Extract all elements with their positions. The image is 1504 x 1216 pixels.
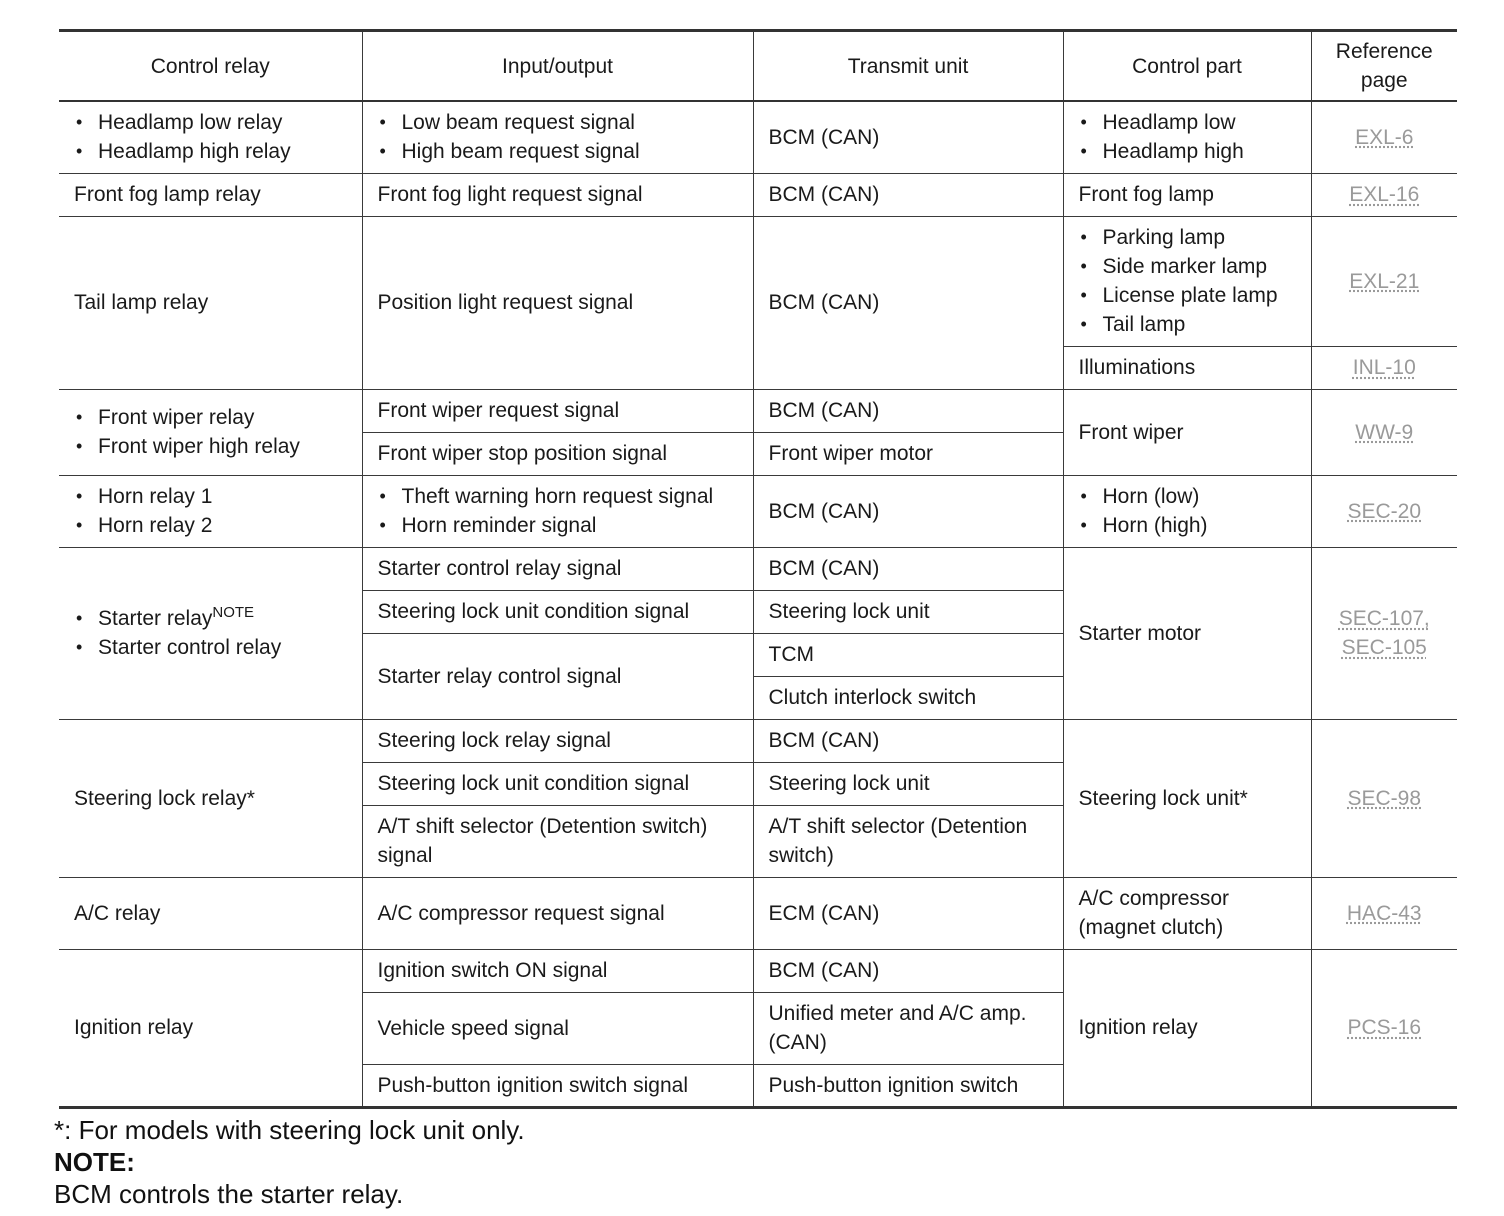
cell-reference-page xyxy=(1311,949,1457,1107)
cell-transmit-unit: ECM (CAN) xyxy=(753,877,1063,949)
cell-control-part: Illuminations xyxy=(1063,346,1311,389)
cell-input-output xyxy=(362,475,753,547)
list-item: • Horn relay 1 xyxy=(74,482,354,511)
table-row-ignition xyxy=(59,949,1457,992)
cell-reference-page xyxy=(1311,101,1457,173)
list-item: • Headlamp low xyxy=(1079,108,1303,137)
header-input-output: Input/output xyxy=(362,31,753,102)
list-item: • Horn reminder signal xyxy=(378,511,745,540)
cell-input-output: Steering lock relay signal xyxy=(362,719,753,762)
table-row-steering xyxy=(59,719,1457,762)
cell-input-output: Ignition switch ON signal xyxy=(362,949,753,992)
list-item: • Tail lamp xyxy=(1079,310,1303,339)
cell-control-part: Ignition relay xyxy=(1063,949,1311,1107)
cell-control-relay: A/C relay xyxy=(59,877,362,949)
list-item: • Headlamp high relay xyxy=(74,137,354,166)
cell-transmit-unit: Push-button ignition switch xyxy=(753,1064,1063,1107)
cell-control-part xyxy=(1063,101,1311,173)
asterisk-footnote: *: For models with steering lock unit only. xyxy=(54,1115,525,1145)
cell-transmit-unit: TCM xyxy=(753,633,1063,676)
cell-input-output: Vehicle speed signal xyxy=(362,992,753,1064)
cell-input-output: Steering lock unit condition signal xyxy=(362,590,753,633)
note-title: NOTE: xyxy=(54,1147,135,1177)
cell-control-relay xyxy=(59,547,362,719)
cell-transmit-unit: Clutch interlock switch xyxy=(753,676,1063,719)
cell-reference-page xyxy=(1311,547,1457,719)
cell-control-part: Front fog lamp xyxy=(1063,173,1311,216)
list-item: • Headlamp low relay xyxy=(74,108,354,137)
cell-control-part xyxy=(1063,216,1311,346)
cell-control-relay: Tail lamp relay xyxy=(59,216,362,389)
list-item: • Headlamp high xyxy=(1079,137,1303,166)
table-row-horn xyxy=(59,475,1457,547)
list-item: • Horn (low) xyxy=(1079,482,1303,511)
note-text: BCM controls the starter relay. xyxy=(54,1179,404,1209)
reference-link[interactable]: PCS-16 xyxy=(1347,1016,1422,1039)
list-item: • Side marker lamp xyxy=(1079,252,1303,281)
cell-transmit-unit: BCM (CAN) xyxy=(753,101,1063,173)
table-row-headlamp xyxy=(59,101,1457,173)
cell-transmit-unit: BCM (CAN) xyxy=(753,949,1063,992)
list-item: • Low beam request signal xyxy=(378,108,745,137)
cell-input-output: Starter control relay signal xyxy=(362,547,753,590)
reference-link[interactable]: SEC-107, xyxy=(1338,607,1430,630)
cell-control-part: Steering lock unit* xyxy=(1063,719,1311,877)
cell-transmit-unit: A/T shift selector (Detention switch) xyxy=(753,805,1063,877)
header-control-part: Control part xyxy=(1063,31,1311,102)
cell-reference-page xyxy=(1311,719,1457,877)
cell-input-output: Front wiper stop position signal xyxy=(362,432,753,475)
starter-relay-label: Starter relay xyxy=(98,607,213,630)
cell-input-output: A/T shift selector (Detention switch) signal xyxy=(362,805,753,877)
cell-input-output: A/C compressor request signal xyxy=(362,877,753,949)
cell-transmit-unit: BCM (CAN) xyxy=(753,389,1063,432)
note-superscript: NOTE xyxy=(212,604,255,621)
reference-link[interactable]: EXL-16 xyxy=(1349,183,1420,206)
cell-control-relay: Steering lock relay* xyxy=(59,719,362,877)
cell-reference-page xyxy=(1311,877,1457,949)
cell-transmit-unit: BCM (CAN) xyxy=(753,475,1063,547)
cell-transmit-unit: Steering lock unit xyxy=(753,762,1063,805)
header-control-relay: Control relay xyxy=(59,31,362,102)
table-row-tail xyxy=(59,216,1457,346)
header-transmit-unit: Transmit unit xyxy=(753,31,1063,102)
list-item: • High beam request signal xyxy=(378,137,745,166)
cell-control-relay xyxy=(59,101,362,173)
cell-transmit-unit: BCM (CAN) xyxy=(753,719,1063,762)
cell-control-relay xyxy=(59,475,362,547)
reference-link[interactable]: INL-10 xyxy=(1352,356,1416,379)
list-item: • Starter control relay xyxy=(74,633,354,662)
reference-link[interactable]: SEC-98 xyxy=(1347,786,1422,810)
cell-control-part: Starter motor xyxy=(1063,547,1311,719)
table-row-ac xyxy=(59,877,1457,949)
list-item: • Horn relay 2 xyxy=(74,511,354,540)
control-relay-table xyxy=(59,29,1457,1109)
table-row-starter xyxy=(59,547,1457,590)
reference-link[interactable]: EXL-6 xyxy=(1355,125,1414,149)
cell-input-output xyxy=(362,101,753,173)
table-header-row xyxy=(59,31,1457,102)
header-reference-page: Reference page xyxy=(1311,31,1457,102)
cell-transmit-unit: Steering lock unit xyxy=(753,590,1063,633)
cell-transmit-unit: Unified meter and A/C amp. (CAN) xyxy=(753,992,1063,1064)
cell-input-output: Starter relay control signal xyxy=(362,633,753,719)
reference-link[interactable]: WW-9 xyxy=(1355,420,1414,444)
cell-reference-page xyxy=(1311,216,1457,346)
cell-control-relay: Front fog lamp relay xyxy=(59,173,362,216)
list-item: • Horn (high) xyxy=(1079,511,1303,540)
cell-input-output: Front wiper request signal xyxy=(362,389,753,432)
cell-reference-page xyxy=(1311,475,1457,547)
cell-input-output: Position light request signal xyxy=(362,216,753,389)
cell-transmit-unit: Front wiper motor xyxy=(753,432,1063,475)
table-row-fog xyxy=(59,173,1457,216)
cell-input-output: Front fog light request signal xyxy=(362,173,753,216)
list-item: • Front wiper relay xyxy=(74,403,354,432)
list-item: • License plate lamp xyxy=(1079,281,1303,310)
reference-link[interactable]: EXL-21 xyxy=(1349,269,1420,293)
cell-control-part: Front wiper xyxy=(1063,389,1311,475)
cell-control-relay: Ignition relay xyxy=(59,949,362,1107)
cell-control-part: A/C compressor (magnet clutch) xyxy=(1063,877,1311,949)
reference-link[interactable]: HAC-43 xyxy=(1346,901,1422,925)
list-item: • Parking lamp xyxy=(1079,223,1303,252)
reference-link[interactable]: SEC-20 xyxy=(1347,499,1422,523)
cell-transmit-unit: BCM (CAN) xyxy=(753,216,1063,389)
list-item: • Theft warning horn request signal xyxy=(378,482,745,511)
cell-reference-page xyxy=(1311,389,1457,475)
cell-reference-page xyxy=(1311,346,1457,389)
cell-control-relay xyxy=(59,389,362,475)
cell-reference-page xyxy=(1311,173,1457,216)
cell-input-output: Push-button ignition switch signal xyxy=(362,1064,753,1107)
list-item xyxy=(74,604,354,633)
list-item: • Front wiper high relay xyxy=(74,432,354,461)
cell-control-part xyxy=(1063,475,1311,547)
footnotes xyxy=(54,1114,525,1210)
table-row-wiper xyxy=(59,389,1457,432)
cell-transmit-unit: BCM (CAN) xyxy=(753,547,1063,590)
cell-transmit-unit: BCM (CAN) xyxy=(753,173,1063,216)
cell-input-output: Steering lock unit condition signal xyxy=(362,762,753,805)
reference-link[interactable]: SEC-105 xyxy=(1341,636,1427,659)
